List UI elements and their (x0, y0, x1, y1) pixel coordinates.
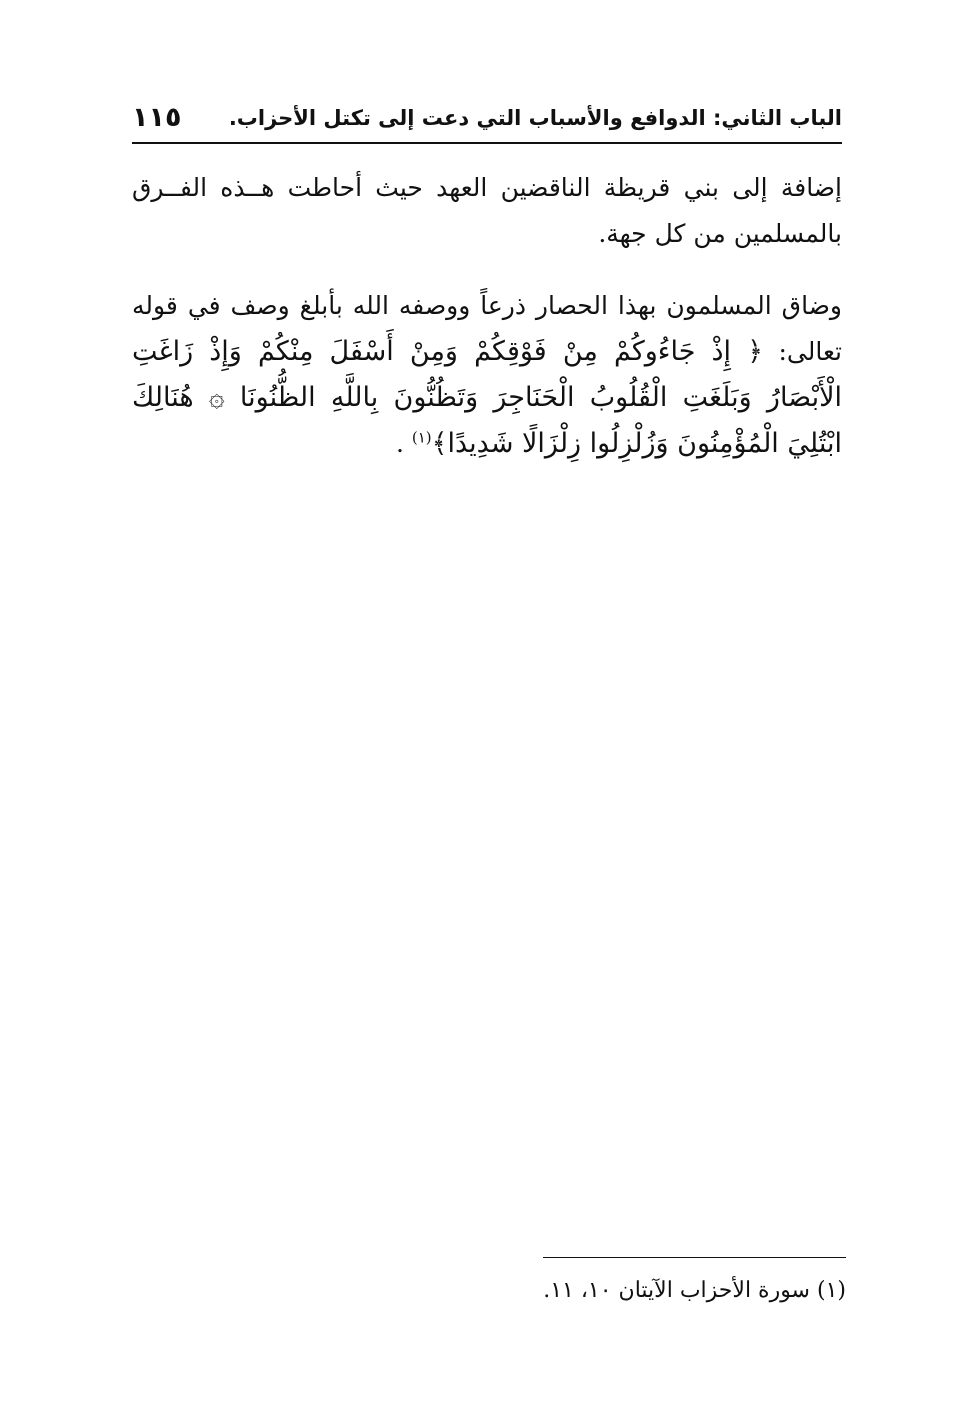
verse-open-bracket: ﴿ (747, 336, 764, 367)
verse-part-2: هُنَالِكَ ابْتُلِيَ الْمُؤْمِنُونَ وَزُلْزِلُوا زِلْزَالًا شَدِيدًا (132, 382, 842, 459)
page-header (132, 98, 842, 142)
end-mark: . (395, 429, 404, 458)
paragraph-2 (132, 283, 842, 467)
verse-part-1: إِذْ جَاءُوكُمْ مِنْ فَوْقِكُمْ وَمِنْ أَسْفَلَ مِنْكُمْ وَإِذْ زَاغَتِ الْأَبْصَارُ وَبَلَغَتِ الْقُلُوبُ الْحَنَاجِرَ وَتَظُنُّونَ بِاللَّهِ الظُّنُونَا (132, 336, 842, 413)
header-divider (132, 142, 842, 144)
chapter-title: الباب الثاني: الدوافع والأسباب التي دعت إلى تكتل الأحزاب. (228, 106, 842, 130)
paragraph-2-intro: وضاق المسلمون بهذا الحصار ذرعاً ووصفه الله بأبلغ وصف في قوله تعالى: (132, 291, 843, 366)
paragraph-1: إضافة إلى بني قريظة الناقضين العهد حيث أحاطت هــذه الفــرق بالمسلمين من كل جهة. (132, 173, 842, 248)
page-number: ١١٥ (132, 102, 182, 133)
body-text (132, 165, 842, 467)
quran-verse (132, 336, 842, 459)
footnote-reference: (١) (411, 428, 432, 447)
footnote-divider (543, 1257, 846, 1258)
verse-separator-icon: ۞ (208, 382, 225, 413)
verse-close-bracket: ﴾ (431, 428, 448, 459)
footnote: (١) سورة الأحزاب الآيتان ١٠، ١١. (543, 1278, 846, 1303)
